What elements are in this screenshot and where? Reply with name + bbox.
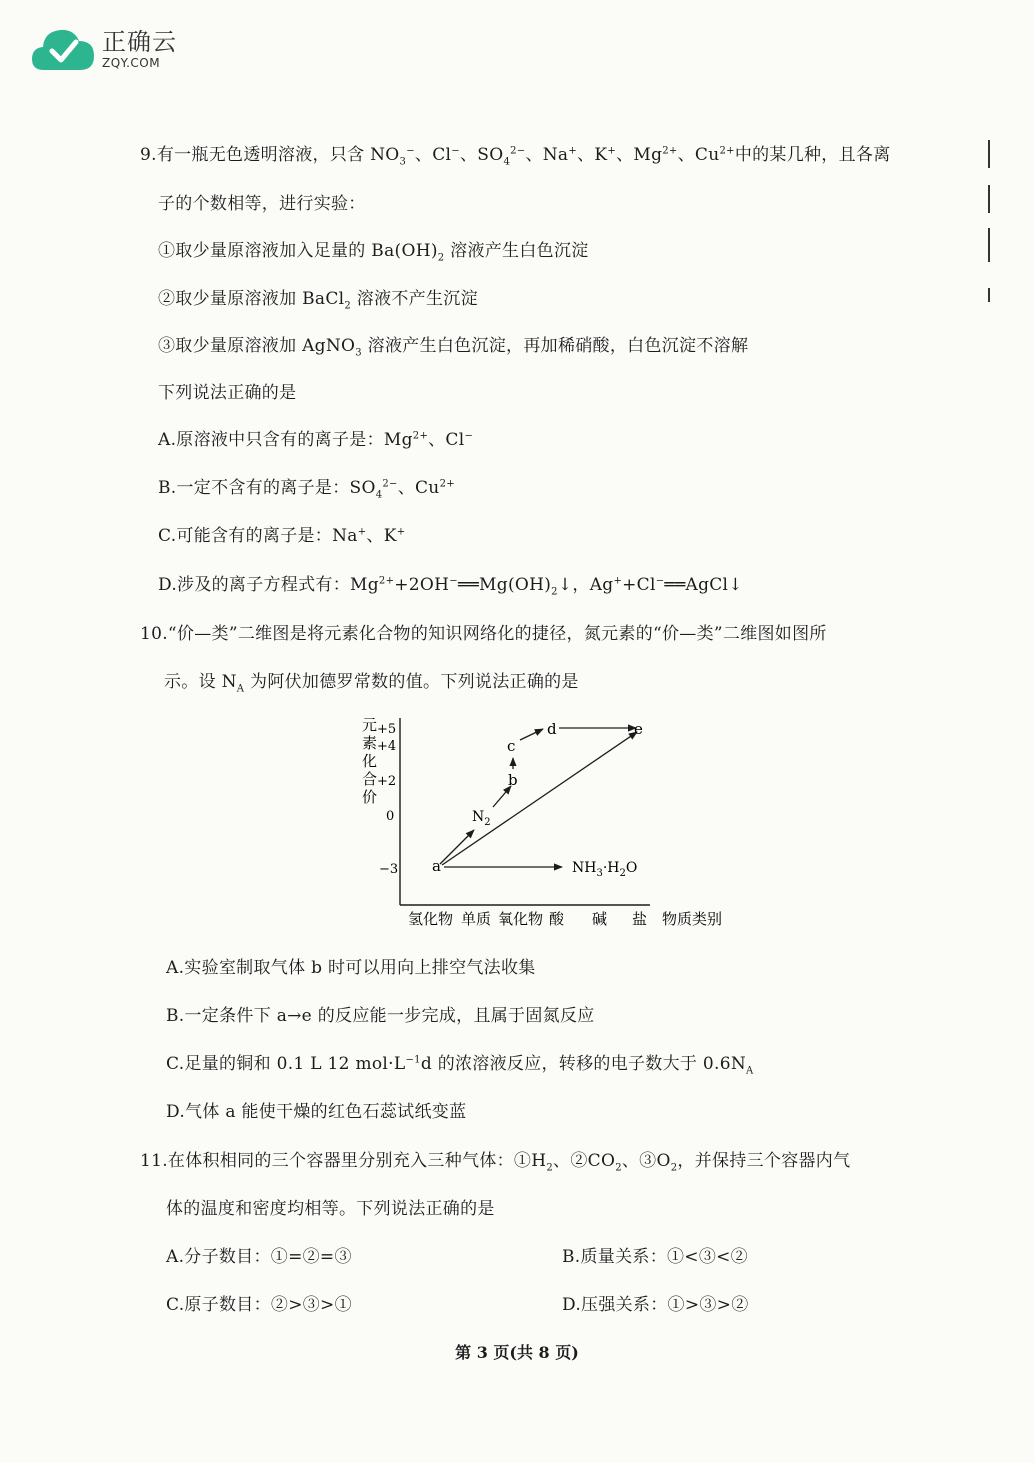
point-b: b (508, 771, 518, 789)
x-tick-label: 盐 (632, 910, 648, 928)
q11-option-c: C.原子数目：②>③>① (166, 1295, 352, 1315)
q11-option-b: B.质量关系：①<③<② (562, 1247, 748, 1267)
margin-mark (988, 185, 990, 213)
x-axis-label: 物质类别 (662, 910, 723, 928)
y-tick-label: +4 (377, 739, 397, 754)
q10-stem-line1: 10.“价—类”二维图是将元素化合物的知识网络化的捷径，氮元素的“价—类”二维图如图所 (140, 624, 827, 644)
q9-stem-line1: 9.有一瓶无色透明溶液，只含 $NO_3^-$、Cl−、$SO_4^{2-}$、Na+、K+、$Mg^{2+}$、$Cu^{2+}$中的某几种，且各离 (140, 145, 891, 168)
y-tick-label: +2 (377, 774, 397, 789)
cloud-check-icon (30, 26, 96, 72)
q10-option-a: A.实验室制取气体 b 时可以用向上排空气法收集 (166, 958, 536, 978)
zqy-logo (30, 26, 177, 72)
q9-option-b: B.一定不含有的离子是：$SO_4^{2-}$、$Cu^{2+}$ (158, 478, 455, 501)
q11-option-d: D.压强关系：①>③>② (562, 1295, 749, 1315)
y-label-char: 素 (362, 734, 378, 752)
y-tick-label: +5 (377, 722, 397, 737)
q10-option-b: B.一定条件下 a→e 的反应能一步完成，且属于固氮反应 (166, 1006, 595, 1026)
q9-experiment-3: ③取少量原溶液加 AgNO$_3$ 溶液产生白色沉淀，再加稀硝酸，白色沉淀不溶解 (158, 336, 749, 359)
margin-mark (988, 288, 990, 302)
q9-experiment-2: ②取少量原溶液加 BaCl$_2$ 溶液不产生沉淀 (158, 289, 478, 312)
point-d: d (547, 720, 557, 738)
x-tick-label: 氢化物 (408, 910, 454, 928)
arrow-n2-to-b (493, 786, 511, 807)
q10-stem-line2: 示。设 $N_A$ 为阿伏加德罗常数的值。下列说法正确的是 (164, 672, 579, 695)
q9-option-d: D.涉及的离子方程式有：$Mg^{2+}+2OH^-══Mg(OH)_2↓$，Ag++Cl−══AgCl↓ (158, 575, 743, 598)
point-nh3-h2o: $NH_3\cdot H_2O$ (572, 860, 638, 879)
q11-stem-line2: 体的温度和密度均相等。下列说法正确的是 (166, 1199, 495, 1219)
arrow-c-to-d (520, 729, 543, 740)
point-a: a (432, 857, 441, 875)
y-label-char: 元 (362, 716, 378, 734)
x-tick-label: 单质 (461, 910, 492, 928)
q9-option-a: A.原溶液中只含有的离子是：$Mg^{2+}$、Cl− (158, 430, 474, 450)
y-tick-label: −3 (379, 862, 399, 877)
q9-option-c: C.可能含有的离子是：Na+、K+ (158, 526, 406, 546)
q9-prompt: 下列说法正确的是 (158, 383, 297, 403)
x-tick-label: 氧化物 (498, 910, 544, 928)
q10-option-c: C.足量的铜和 0.1 L 12 $mol\cdot L^{-1}d$ 的浓溶液反应，转移的电子数大于 $0.6N_A$ (166, 1054, 754, 1077)
y-label-char: 价 (362, 788, 378, 806)
arrow-a-to-e (442, 732, 637, 865)
margin-mark (988, 228, 990, 262)
q11-stem-line1: 11.在体积相同的三个容器里分别充入三种气体：$①H_2$、$②CO_2$、$③O_2$，并保持三个容器内气 (140, 1151, 851, 1174)
logo-url: ZQY.COM (102, 55, 161, 70)
page-number: 第 3 页(共 8 页) (455, 1343, 579, 1362)
q9-stem-line2: 子的个数相等，进行实验： (158, 194, 366, 214)
y-label-char: 合 (362, 770, 378, 788)
y-tick-label: 0 (386, 809, 395, 824)
x-tick-label: 酸 (549, 910, 565, 928)
q11-option-a: A.分子数目：①=②=③ (166, 1247, 352, 1267)
x-tick-label: 碱 (592, 910, 608, 928)
y-label-char: 化 (362, 752, 378, 770)
point-e: e (634, 720, 643, 738)
point-n2: $N_2$ (472, 809, 491, 828)
nitrogen-valence-class-diagram (350, 708, 750, 933)
q10-option-d: D.气体 a 能使干燥的红色石蕊试纸变蓝 (166, 1102, 467, 1122)
margin-mark (988, 140, 990, 168)
q9-experiment-1: ①取少量原溶液加入足量的 $Ba(OH)_2$ 溶液产生白色沉淀 (158, 241, 589, 264)
point-c: c (507, 737, 516, 755)
logo-name: 正确云 (102, 27, 177, 56)
